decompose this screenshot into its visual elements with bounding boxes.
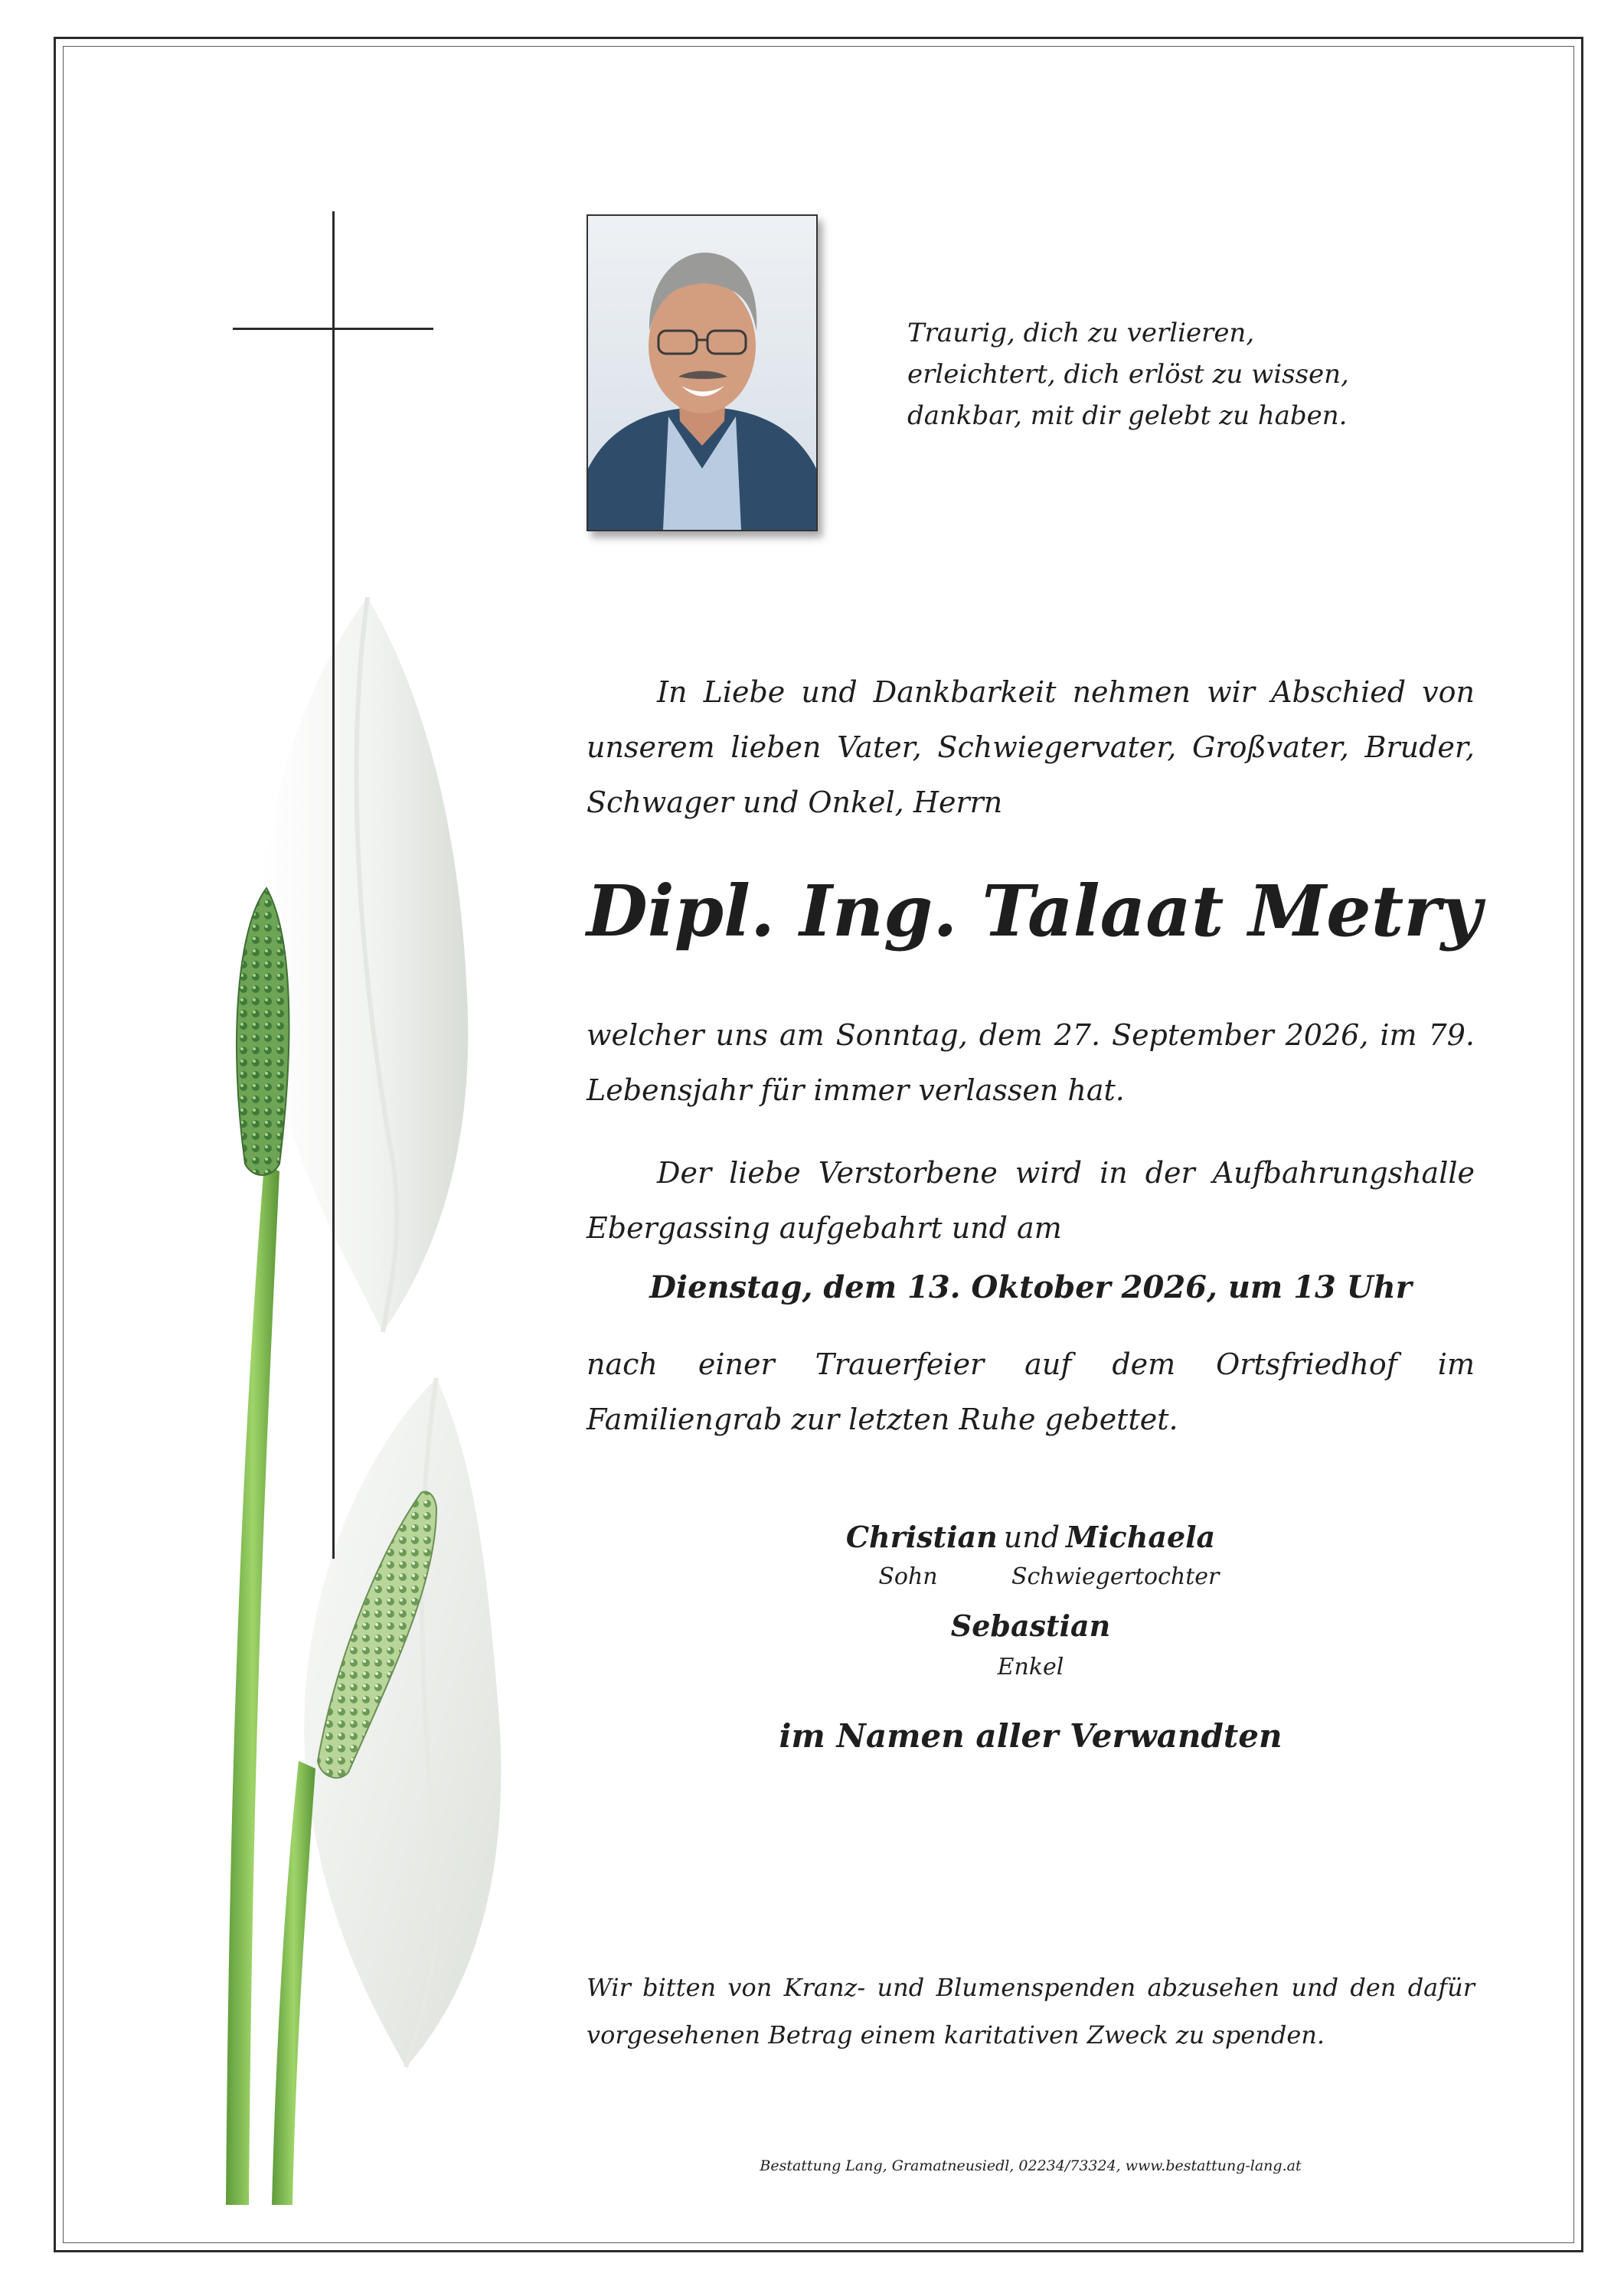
deceased-portrait [587,214,818,531]
mourner-name-1: Christian [845,1520,998,1554]
quote-line-2: erleichtert, dich erlöst zu wissen, [907,359,1349,390]
mourners-closing: im Namen aller Verwandten [779,1717,1283,1755]
mourner-name-3: Sebastian [950,1609,1111,1643]
mourners-row-relations [587,1559,1475,1595]
quote-line-3: dankbar, mit dir gelebt zu haben. [907,400,1348,431]
donation-text: Wir bitten von Kranz- und Blumenspenden abzusehen und den dafür vorgesehenen Betrag einem karitativen Zweck zu spenden. [587,1973,1475,2049]
peace-lily-illustration [115,567,574,2205]
death-notice-text: welcher uns am Sonntag, dem 27. September 2026, im 79. Lebensjahr für immer verlassen hat. [587,1018,1475,1107]
deceased-name: Dipl. Ing. Talaat Metry [587,870,1482,952]
funeral-home-footer: Bestattung Lang, Gramatneusiedl, 02234/73324, www.bestattung-lang.at [760,2157,1302,2174]
mourners-row-children [587,1516,1475,1559]
intro-text: In Liebe und Dankbarkeit nehmen wir Abschied von unserem lieben Vater, Schwiegervater, Großvater, Bruder, Schwager und Onkel, Herrn [587,675,1475,819]
mourners-block [587,1516,1475,1759]
cross-horizontal-bar [233,328,433,330]
intro-paragraph [587,665,1475,830]
mourner-connector: und [1003,1520,1060,1554]
quote-line-1: Traurig, dich zu verlieren, [907,318,1255,348]
death-notice-paragraph [587,1008,1475,1118]
mourner-relation-3: Enkel [997,1654,1064,1680]
burial-paragraph [587,1337,1475,1447]
cross-vertical-bar [332,211,335,1559]
lying-in-state-paragraph [587,1145,1475,1256]
mourner-relation-1: Sohn [878,1563,938,1590]
mourner-relation-2: Schwiegertochter [1011,1563,1220,1590]
memorial-quote [907,312,1459,436]
donation-request [587,1964,1475,2059]
lying-in-state-text: Der liebe Verstorbene wird in der Aufbahrungshalle Ebergassing aufgebahrt und am [587,1156,1475,1245]
funeral-date: Dienstag, dem 13. Oktober 2026, um 13 Uhr [649,1269,1412,1305]
burial-text: nach einer Trauerfeier auf dem Ortsfriedhof im Familiengrab zur letzten Ruhe gebettet. [587,1347,1475,1436]
mourner-name-2: Michaela [1066,1520,1216,1554]
portrait-photo [588,216,816,530]
